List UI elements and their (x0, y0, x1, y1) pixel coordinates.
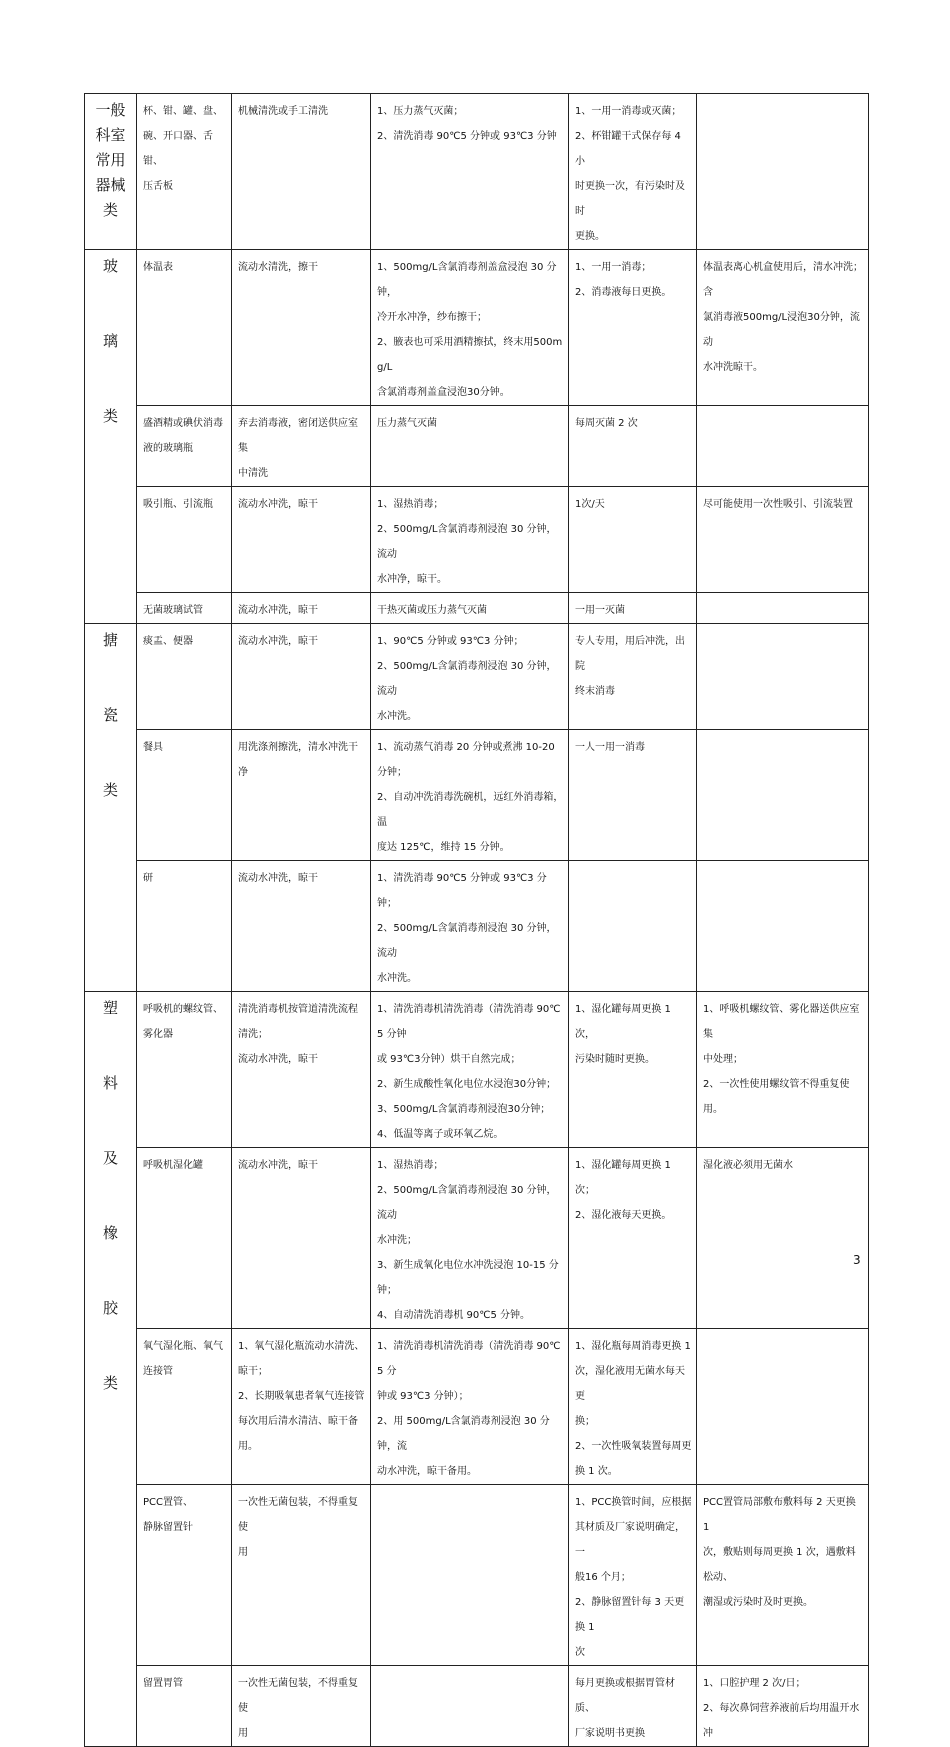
category-cell (85, 992, 137, 1747)
cell-text-line: 用 (238, 1728, 248, 1739)
table-row (85, 593, 869, 624)
note-cell (697, 861, 869, 992)
cell-text-line: 2、500mg/L含氯消毒剂浸泡 30 分钟，流动 (377, 1185, 557, 1221)
cell-text-line: 1次/天 (575, 499, 605, 510)
cell-text-line: 般16 个月； (575, 1572, 631, 1583)
cell-text-line: 呼吸机的螺纹管、 (143, 1004, 223, 1015)
cell-text-line: 呼吸机湿化罐 (143, 1160, 203, 1171)
cell-text-line: 湿化液必须用无菌水 (703, 1160, 793, 1171)
table-row (85, 1148, 869, 1329)
pretreatment-cell (232, 1329, 371, 1485)
frequency-cell (569, 1148, 697, 1329)
cell-text-line: 水冲洗； (377, 1235, 417, 1246)
cell-text-line: 次 (575, 1647, 585, 1658)
category-cell (85, 250, 137, 624)
category-label-char: 类 (102, 201, 118, 219)
cell-text-line: 盛酒精或碘伏消毒 (143, 418, 223, 429)
cell-text-line: 1、90℃5 分钟或 93℃3 分钟； (377, 636, 524, 647)
category-label-char (87, 678, 134, 703)
pretreatment-cell (232, 593, 371, 624)
table-row (85, 94, 869, 250)
note-cell (697, 94, 869, 250)
cell-text-line: 2、清洗消毒 90℃5 分钟或 93℃3 分钟 (377, 131, 557, 142)
cell-text-line: 水冲洗晾干。 (703, 362, 763, 373)
category-label-char (87, 753, 134, 778)
item-cell (137, 1666, 232, 1747)
frequency-cell (569, 624, 697, 730)
cell-text-line: 研 (143, 873, 153, 884)
cell-text-line: 雾化器 (143, 1029, 173, 1040)
cell-text-line: 更换。 (575, 231, 605, 242)
frequency-cell (569, 406, 697, 487)
pretreatment-cell (232, 1485, 371, 1666)
note-cell (697, 1148, 869, 1329)
category-label-char (87, 1046, 134, 1071)
note-cell (697, 624, 869, 730)
cell-text-line: 时更换一次，有污染时及时 (575, 181, 685, 217)
pretreatment-cell (232, 861, 371, 992)
cell-text-line: 液的玻璃瓶 (143, 443, 193, 454)
cell-text-line: 2、500mg/L含氯消毒剂浸泡 30 分钟，流动 (377, 923, 557, 959)
cell-text-line: 1、一用一消毒或灭菌； (575, 106, 682, 117)
disinfection-method-cell (371, 1148, 569, 1329)
disinfection-method-cell (371, 624, 569, 730)
category-label-char (87, 1171, 134, 1196)
pretreatment-cell (232, 624, 371, 730)
category-label-char (87, 653, 134, 678)
table-row (85, 250, 869, 406)
disinfection-method-cell (371, 1329, 569, 1485)
cell-text-line: 氯消毒液500mg/L浸泡30分钟，流动 (703, 312, 860, 348)
note-cell (697, 593, 869, 624)
cell-text-line: 含氯消毒剂盖盒浸泡30分钟。 (377, 387, 510, 398)
cell-text-line: 1、PCC换管时间，应根据 (575, 1497, 692, 1508)
cell-text-line: 清洗消毒机按管道清洗流程 (238, 1004, 358, 1015)
category-label-char (87, 1121, 134, 1146)
cell-text-line: 中处理； (703, 1054, 743, 1065)
category-cell (85, 624, 137, 992)
table-row (85, 1666, 869, 1747)
cell-text-line: 度达 125℃，维持 15 分钟。 (377, 842, 510, 853)
cell-text-line: 一人一用一消毒 (575, 742, 645, 753)
item-cell (137, 593, 232, 624)
cell-text-line: 1、一用一消毒； (575, 262, 652, 273)
cell-text-line: 一次性无菌包装，不得重复使 (238, 1497, 358, 1533)
page-number: 3 (853, 1253, 861, 1267)
cell-text-line: 每周灭菌 2 次 (575, 418, 638, 429)
frequency-cell (569, 250, 697, 406)
table-row (85, 487, 869, 593)
disinfection-method-cell (371, 730, 569, 861)
item-cell (137, 406, 232, 487)
cell-text-line: 尽可能使用一次性吸引、引流装置 (703, 499, 853, 510)
cell-text-line: 体温表 (143, 262, 173, 273)
cell-text-line: 换； (575, 1416, 595, 1427)
cell-text-line: 2、杯钳罐干式保存每 4 小 (575, 131, 681, 167)
cell-text-line: 动水冲洗，晾干备用。 (377, 1466, 477, 1477)
cell-text-line: 3、新生成氧化电位水冲洗浸泡 10-15 分钟； (377, 1260, 559, 1296)
cell-text-line: 2、腋表也可采用酒精擦拭，终末用500mg/L (377, 337, 563, 373)
category-label-char: 类 (102, 781, 118, 799)
item-cell (137, 861, 232, 992)
frequency-cell (569, 1666, 697, 1747)
cell-text-line: 痰盂、便器 (143, 636, 193, 647)
frequency-cell (569, 1485, 697, 1666)
cell-text-line: 4、低温等离子或环氧乙烷。 (377, 1129, 504, 1140)
cell-text-line: 氧气湿化瓶、氧气 (143, 1341, 223, 1352)
cell-text-line: 专人专用，用后冲洗，出院 (575, 636, 685, 672)
cell-text-line: 压力蒸气灭菌 (377, 418, 437, 429)
item-cell (137, 730, 232, 861)
cell-text-line: 2、静脉留置针每 3 天更换 1 (575, 1597, 685, 1633)
disinfection-method-cell (371, 992, 569, 1148)
frequency-cell (569, 487, 697, 593)
cell-text-line: 一次性无菌包装，不得重复使 (238, 1678, 358, 1714)
category-label-char: 瓷 (102, 706, 118, 724)
pretreatment-cell (232, 1148, 371, 1329)
cell-text-line: 中清洗 (238, 468, 268, 479)
category-label-char: 常用 (95, 151, 126, 169)
category-label-char (87, 1246, 134, 1271)
table-row (85, 1329, 869, 1485)
item-cell (137, 487, 232, 593)
disinfection-method-cell (371, 487, 569, 593)
pretreatment-cell (232, 992, 371, 1148)
item-cell (137, 1485, 232, 1666)
cell-text-line: 2、消毒液每日更换。 (575, 287, 672, 298)
cell-text-line: 2、长期吸氧患者氧气连接管 (238, 1391, 365, 1402)
cell-text-line: 干热灭菌或压力蒸气灭菌 (377, 605, 487, 616)
item-cell (137, 94, 232, 250)
cell-text-line: 流动水清洗，擦干 (238, 262, 318, 273)
pretreatment-cell (232, 487, 371, 593)
cell-text-line: 1、湿热消毒； (377, 499, 444, 510)
pretreatment-cell (232, 406, 371, 487)
note-cell (697, 250, 869, 406)
cell-text-line: 清洗； (238, 1029, 268, 1040)
cell-text-line: 机械清洗或手工清洗 (238, 106, 328, 117)
disinfection-method-cell (371, 1485, 569, 1666)
cell-text-line: 1、流动蒸气消毒 20 分钟或煮沸 10-20 分钟； (377, 742, 555, 778)
cell-text-line: 2、湿化液每天更换。 (575, 1210, 672, 1221)
note-cell (697, 1666, 869, 1747)
category-label-char (87, 728, 134, 753)
category-label-char (87, 1021, 134, 1046)
table-row (85, 861, 869, 992)
cell-text-line: 用 (238, 1547, 248, 1558)
category-label-char: 胶 (102, 1299, 118, 1317)
category-label-char: 科室 (95, 126, 126, 144)
category-label-char: 及 (102, 1149, 118, 1167)
cell-text-line: 2、500mg/L含氯消毒剂浸泡 30 分钟，流动 (377, 661, 557, 697)
category-label-char: 类 (102, 407, 118, 425)
cell-text-line: 1、压力蒸气灭菌； (377, 106, 464, 117)
category-label-char (87, 1321, 134, 1346)
table-row (85, 730, 869, 861)
cell-text-line: 每月更换或根据胃管材质、 (575, 1678, 675, 1714)
frequency-cell (569, 861, 697, 992)
cell-text-line: 流动水冲洗，晾干 (238, 605, 318, 616)
note-cell (697, 1329, 869, 1485)
item-cell (137, 992, 232, 1148)
category-label-char (87, 354, 134, 379)
frequency-cell (569, 992, 697, 1148)
disinfection-method-cell (371, 406, 569, 487)
cell-text-line: 餐具 (143, 742, 163, 753)
cell-text-line: 流动水冲洗，晾干 (238, 1054, 318, 1065)
cell-text-line: 2、一次性吸氧装置每周更 (575, 1441, 692, 1452)
cell-text-line: 潮湿或污染时及时更换。 (703, 1597, 813, 1608)
cell-text-line: 厂家说明书更换 (575, 1728, 645, 1739)
cell-text-line: 2、500mg/L含氯消毒剂浸泡 30 分钟，流动 (377, 524, 557, 560)
cell-text-line: 每次用后清水清洁、晾干备 (238, 1416, 358, 1427)
cell-text-line: PCC置管局部敷布敷料每 2 天更换 1 (703, 1497, 856, 1533)
cell-text-line: 晾干； (238, 1366, 268, 1377)
cell-text-line: 无菌玻璃试管 (143, 605, 203, 616)
item-cell (137, 250, 232, 406)
cell-text-line: 1、口腔护理 2 次/日； (703, 1678, 806, 1689)
disinfection-method-cell (371, 593, 569, 624)
cell-text-line: 终末消毒 (575, 686, 615, 697)
frequency-cell (569, 730, 697, 861)
category-label-char: 塑 (102, 999, 118, 1017)
frequency-cell (569, 94, 697, 250)
table-body (85, 94, 869, 1747)
note-cell (697, 992, 869, 1148)
disinfection-method-cell (371, 1666, 569, 1747)
cell-text-line: 2、每次鼻饲营养液前后均用温开水冲 (703, 1703, 860, 1739)
item-cell (137, 1329, 232, 1485)
note-cell (697, 487, 869, 593)
cell-text-line: 用洗涤剂擦洗，清水冲洗干净 (238, 742, 358, 778)
cell-text-line: 冷开水冲净，纱布擦干； (377, 312, 487, 323)
cell-text-line: 次，敷贴则每周更换 1 次，遇敷料松动、 (703, 1547, 856, 1583)
cell-text-line: 体温表离心机盒使用后，清水冲洗；含 (703, 262, 863, 298)
cell-text-line: 2、自动冲洗消毒洗碗机，远红外消毒箱，温 (377, 792, 564, 828)
cell-text-line: 3、500mg/L含氯消毒剂浸泡30分钟； (377, 1104, 551, 1115)
pretreatment-cell (232, 730, 371, 861)
cell-text-line: 1、湿化罐每周更换 1 次； (575, 1160, 671, 1196)
table-row (85, 992, 869, 1148)
cell-text-line: 弃去消毒液，密闭送供应室集 (238, 418, 358, 454)
cell-text-line: 次，湿化液用无菌水每天更 (575, 1366, 685, 1402)
category-label-char: 料 (102, 1074, 118, 1092)
cell-text-line: 换 1 次。 (575, 1466, 618, 1477)
cell-text-line: 1、湿热消毒； (377, 1160, 444, 1171)
category-label-char: 类 (102, 1374, 118, 1392)
cell-text-line: 水冲净，晾干。 (377, 574, 447, 585)
cell-text-line: 1、呼吸机螺纹管、雾化器送供应室集 (703, 1004, 860, 1040)
note-cell (697, 1485, 869, 1666)
note-cell (697, 730, 869, 861)
disinfection-method-cell (371, 861, 569, 992)
cell-text-line: 水冲洗。 (377, 711, 417, 722)
cell-text-line: 2、一次性使用螺纹管不得重复使用。 (703, 1079, 850, 1115)
pretreatment-cell (232, 1666, 371, 1747)
category-label-char (87, 1196, 134, 1221)
cell-text-line: 2、新生成酸性氧化电位水浸泡30分钟； (377, 1079, 557, 1090)
disinfection-method-cell (371, 250, 569, 406)
category-label-char (87, 304, 134, 329)
cell-text-line: 1、清洗消毒 90℃5 分钟或 93℃3 分钟； (377, 873, 547, 909)
pretreatment-cell (232, 250, 371, 406)
cell-text-line: 流动水冲洗，晾干 (238, 1160, 318, 1171)
cell-text-line: 或 93℃3分钟）烘干自然完成； (377, 1054, 521, 1065)
table-row (85, 1485, 869, 1666)
category-label-char (87, 1096, 134, 1121)
cell-text-line: 留置胃管 (143, 1678, 183, 1689)
item-cell (137, 624, 232, 730)
category-label-char: 一般 (95, 101, 126, 119)
cell-text-line: PCC置管、 (143, 1497, 193, 1508)
category-label-char: 器械 (95, 176, 126, 194)
cell-text-line: 流动水冲洗，晾干 (238, 873, 318, 884)
cell-text-line: 流动水冲洗，晾干 (238, 499, 318, 510)
disinfection-table (84, 93, 869, 1747)
cell-text-line: 1、氧气湿化瓶流动水清洗、 (238, 1341, 365, 1352)
disinfection-method-cell (371, 94, 569, 250)
category-label-char: 搪 (102, 631, 118, 649)
cell-text-line: 杯、钳、罐、盘、 (143, 106, 223, 117)
category-label-char: 橡 (102, 1224, 118, 1242)
cell-text-line: 钟或 93℃3 分钟）； (377, 1391, 469, 1402)
cell-text-line: 1、湿化瓶每周消毒更换 1 (575, 1341, 691, 1352)
cell-text-line: 1、清洗消毒机清洗消毒（清洗消毒 90℃5 分钟 (377, 1004, 561, 1040)
cell-text-line: 1、湿化罐每周更换 1 次， (575, 1004, 671, 1040)
cell-text-line: 碗、开口器、舌钳、 (143, 131, 213, 167)
category-label-char (87, 379, 134, 404)
category-label-char (87, 1346, 134, 1371)
cell-text-line: 用。 (238, 1441, 258, 1452)
frequency-cell (569, 593, 697, 624)
table-row (85, 624, 869, 730)
pretreatment-cell (232, 94, 371, 250)
cell-text-line: 流动水冲洗，晾干 (238, 636, 318, 647)
cell-text-line: 4、自动清洗消毒机 90℃5 分钟。 (377, 1310, 531, 1321)
cell-text-line: 水冲洗。 (377, 973, 417, 984)
cell-text-line: 2、用 500mg/L含氯消毒剂浸泡 30 分钟，流 (377, 1416, 550, 1452)
note-cell (697, 406, 869, 487)
cell-text-line: 1、500mg/L含氯消毒剂盖盒浸泡 30 分钟， (377, 262, 557, 298)
table-row (85, 406, 869, 487)
category-label-char: 玻 (102, 257, 118, 275)
frequency-cell (569, 1329, 697, 1485)
category-cell (85, 94, 137, 250)
cell-text-line: 静脉留置针 (143, 1522, 193, 1533)
category-label-char (87, 1271, 134, 1296)
cell-text-line: 1、清洗消毒机清洗消毒（清洗消毒 90℃5 分 (377, 1341, 561, 1377)
cell-text-line: 压舌板 (143, 181, 173, 192)
category-label-char: 璃 (102, 332, 118, 350)
category-label-char (87, 279, 134, 304)
cell-text-line: 连接管 (143, 1366, 173, 1377)
item-cell (137, 1148, 232, 1329)
cell-text-line: 吸引瓶、引流瓶 (143, 499, 213, 510)
cell-text-line: 污染时随时更换。 (575, 1054, 655, 1065)
cell-text-line: 一用一灭菌 (575, 605, 625, 616)
cell-text-line: 其材质及厂家说明确定，一 (575, 1522, 685, 1558)
